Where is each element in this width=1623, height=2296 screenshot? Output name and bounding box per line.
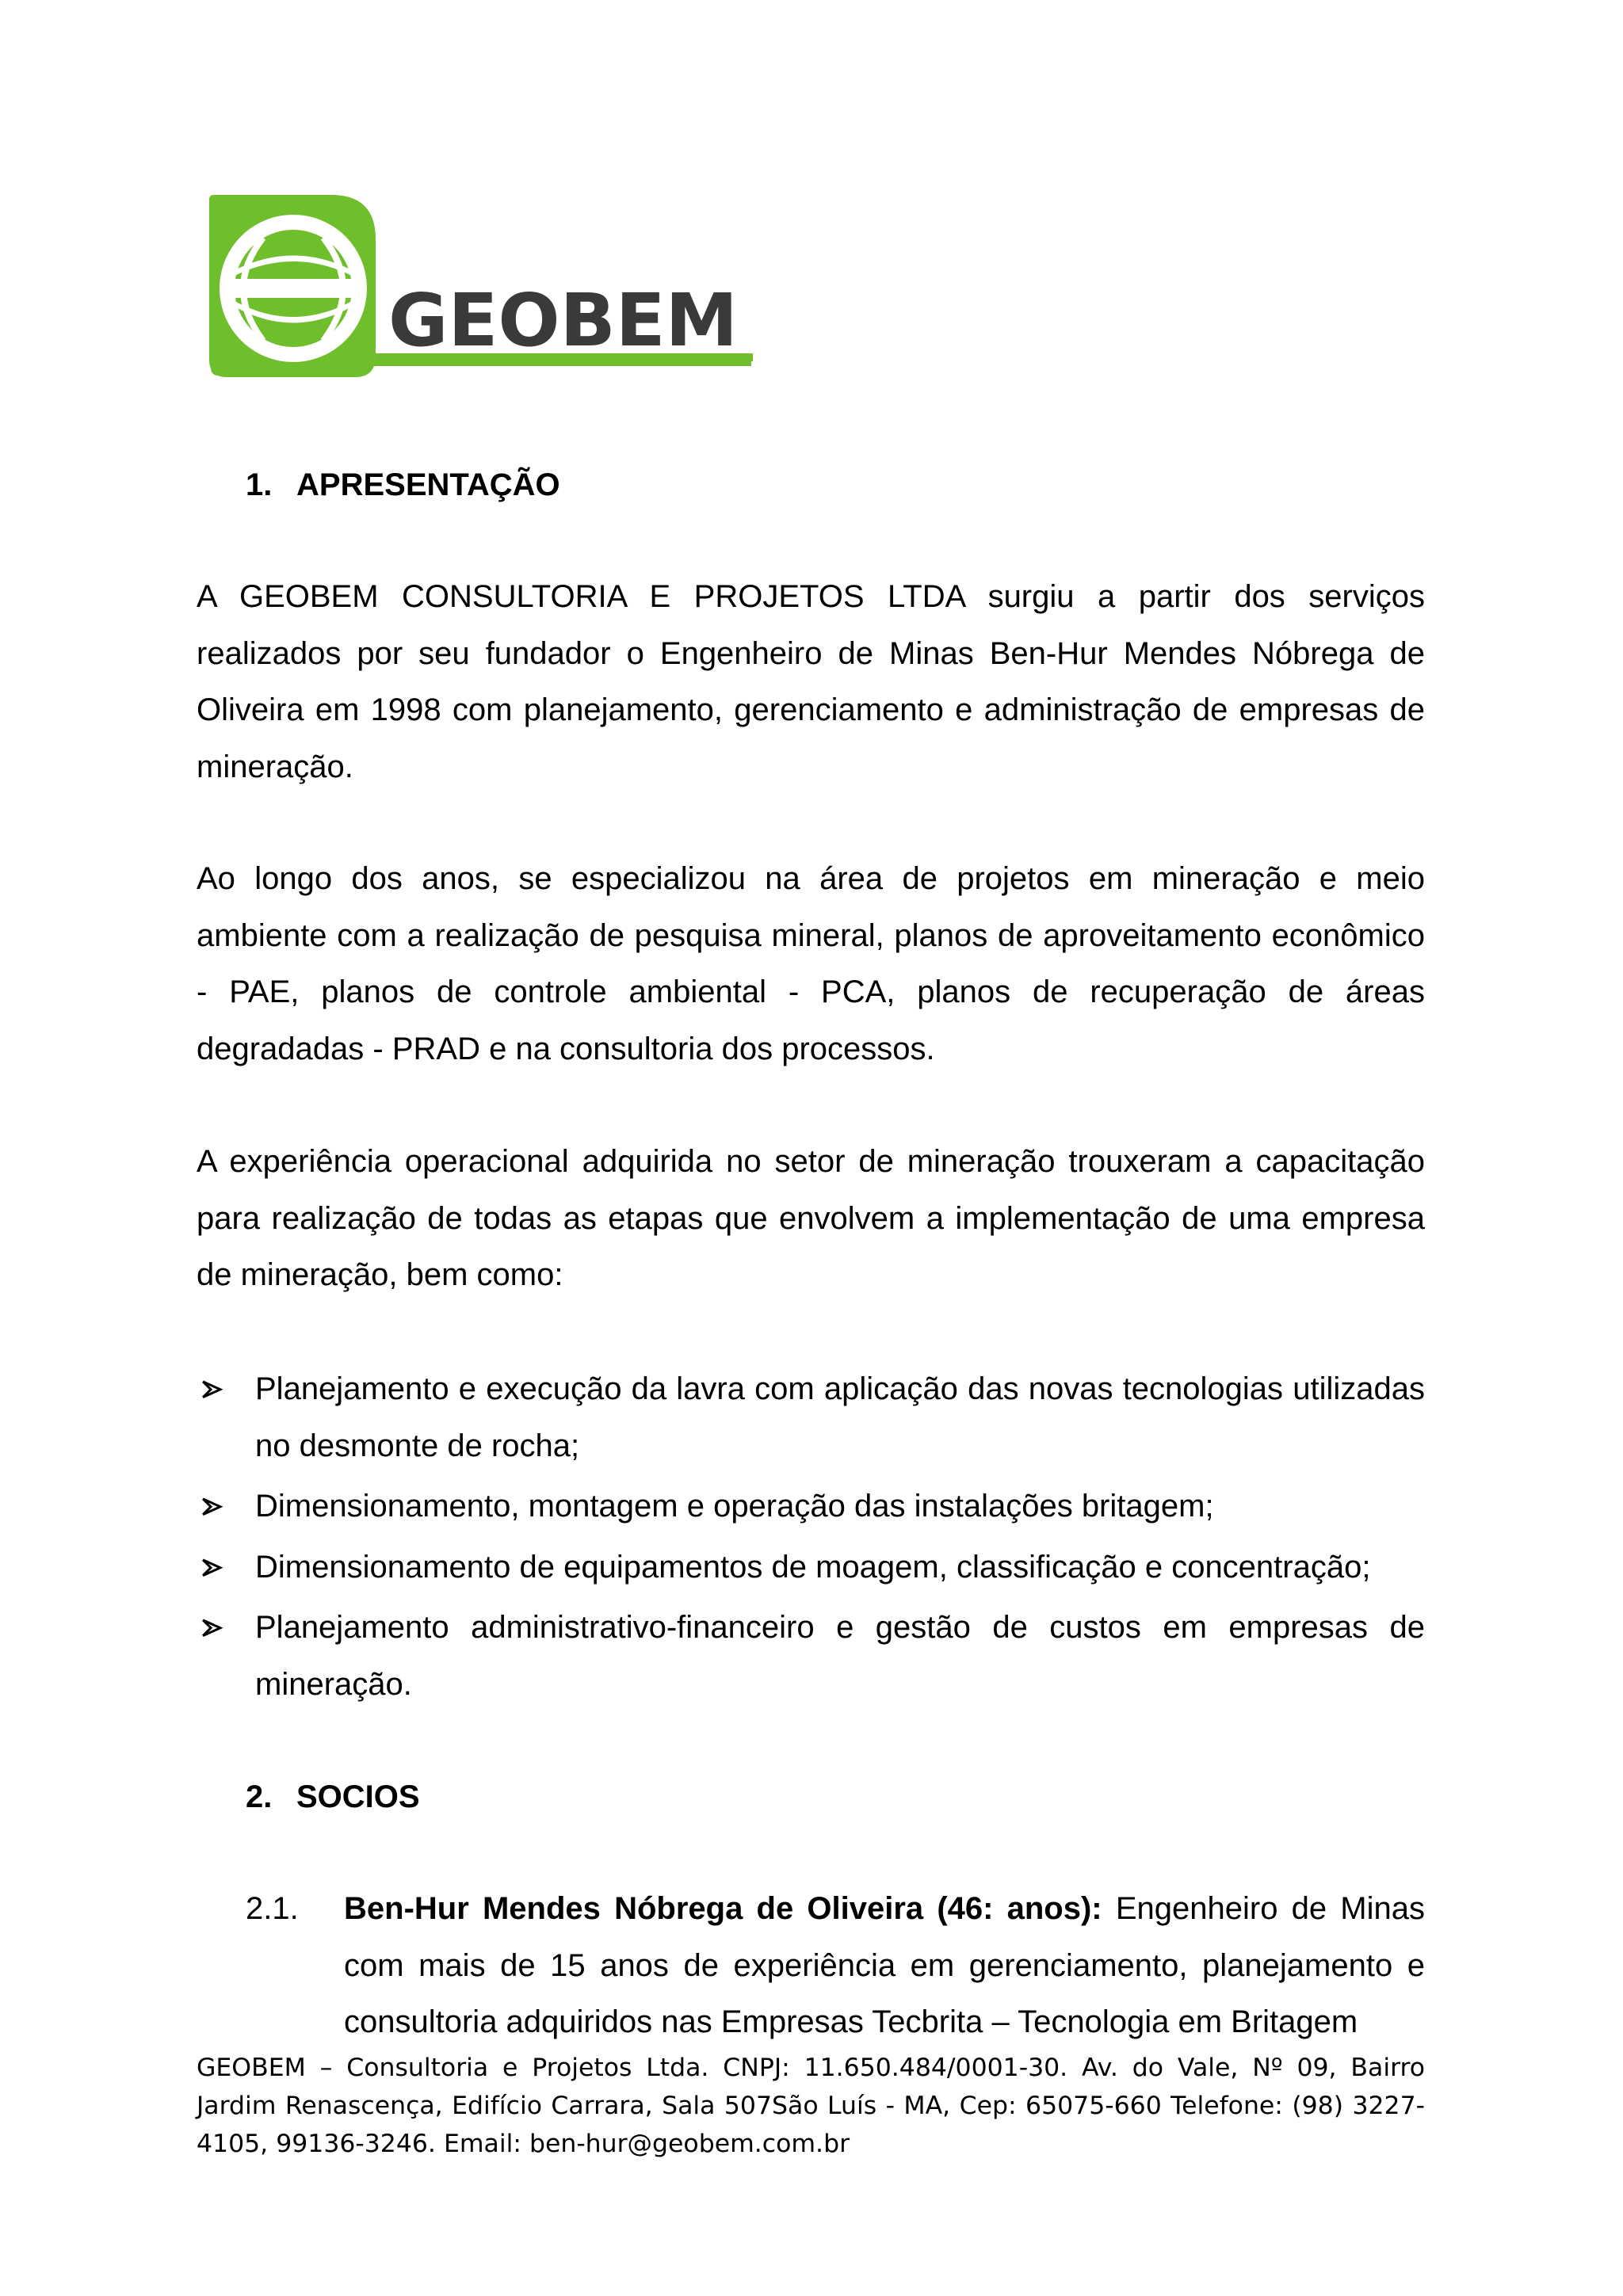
page-footer: GEOBEM – Consultoria e Projetos Ltda. CNPJ: 11.650.484/0001-30. Av. do Vale, Nº 09, Bairro Jardim Renascença, Edifício Carrara, Sala 507São Luís - MA, Cep: 65075-660 Telefone: (98) 3227-4105, 99136-3246. Email: ben-hur@geobem.com.br (197, 2054, 1425, 2158)
partner-item (246, 1881, 1425, 2051)
list-item-text: Planejamento e execução da lavra com aplicação das novas tecnologias utilizadas no desmonte de rocha; (255, 1371, 1425, 1463)
list-item (197, 1361, 1425, 1474)
paragraph: A experiência operacional adquirida no setor de mineração trouxeram a capacitação para realização de todas as etapas que envolvem a implementação de uma empresa de mineração, bem como: (197, 1144, 1425, 1292)
section-heading-apresentacao (246, 466, 560, 504)
list-item (197, 1600, 1425, 1713)
section-title: APRESENTAÇÃO (296, 467, 560, 502)
arrow-bullet-icon (200, 1539, 223, 1596)
list-item (197, 1539, 1425, 1596)
geobem-logo (204, 193, 759, 383)
section-title: SOCIOS (296, 1779, 420, 1814)
paragraph: Ao longo dos anos, se especializou na área de projetos em mineração e meio ambiente com a realização de pesquisa mineral, planos de aproveitamento econômico - PAE, planos de controle ambiental - PCA, planos de recuperação de áreas degradadas - PRAD e na consultoria dos processos. (197, 861, 1425, 1066)
list-item-text: Planejamento administrativo-financeiro e gestão de custos em empresas de mineração. (255, 1610, 1425, 1702)
svg-text:GEOBEM: GEOBEM (388, 278, 739, 363)
arrow-bullet-icon (200, 1600, 223, 1657)
arrow-bullet-icon (200, 1361, 223, 1418)
partner-text: Engenheiro de Minas com mais de 15 anos de experiência em gerenciamento, planejamento e consultoria adquiridos nas Empresas Tecbrita – Tecnologia em Britagem (344, 1891, 1426, 2039)
partner-name: Ben-Hur Mendes Nóbrega de Oliveira (46: anos): (344, 1891, 1102, 1926)
arrow-bullet-icon (200, 1478, 223, 1535)
list-item-text: Dimensionamento, montagem e operação das instalações britagem; (255, 1489, 1214, 1524)
partner-description (344, 1881, 1425, 2051)
section-number: 2. (246, 1779, 273, 1814)
list-item-text: Dimensionamento de equipamentos de moagem, classificação e concentração; (255, 1549, 1371, 1585)
section-number: 1. (246, 467, 273, 502)
section-heading-socios (246, 1778, 420, 1816)
sub-item-number: 2.1. (246, 1891, 299, 1926)
list-item (197, 1478, 1425, 1535)
paragraph: A GEOBEM CONSULTORIA E PROJETOS LTDA surgiu a partir dos serviços realizados por seu fundador o Engenheiro de Minas Ben-Hur Mendes Nóbrega de Oliveira em 1998 com planejamento, gerenciamento e administração de empresas de mineração. (197, 579, 1425, 784)
bullet-list (197, 1361, 1425, 1717)
